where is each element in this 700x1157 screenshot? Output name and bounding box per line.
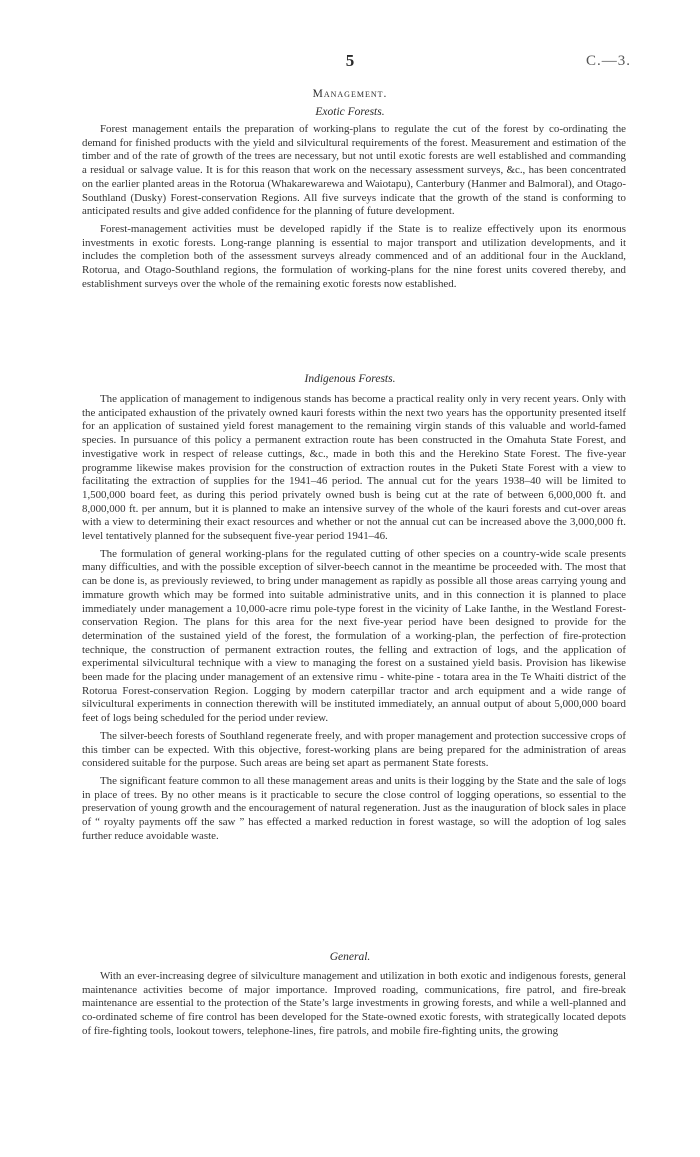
paragraph: Forest-management activities must be developed rapidly if the State is to realize effectively upon its enormous investments in exotic forests. Long-range planning is essential to major transport and utilization developments, and it includes the completion both of the assessment surveys already commenced and of an additional four in the Auckland, Rotorua, and Otago-Southland regions, the formulation of working-plans for the nine forest units covered thereby, and establishment surveys over the whole of the remaining exotic forests now established. [82,222,626,290]
indigenous-forests-section [82,393,626,848]
subheading-exotic-forests: Exotic Forests. [315,106,385,118]
subheading-indigenous-forests: Indigenous Forests. [304,373,396,385]
paragraph: With an ever-increasing degree of silviculture management and utilization in both exotic and indigenous forests, general maintenance activities become of major importance. Improved roading, communications, fire patrol, and fire-break maintenance are essential to the protection of the State’s large investments in growing forests, and while a well-planned and co-ordinated scheme of fire control has been developed for the State-owned exotic forests, with strategically located depots of fire-fighting tools, lookout towers, telephone-lines, fire patrols, and mobile fire-fighting units, the growing [82,970,626,1037]
paragraph: The formulation of general working-plans for the regulated cutting of other species on a country-wide scale presents many difficulties, and with the possible exception of silver-beech cannot in the meantime be proceeded with. The most that can be done is, as previously reviewed, to bring under management as rapidly as possible all those areas carrying young and immature growth which may be formed into suitable administrative units, and in this connection it is planned to place immediately under management a 10,000-acre rimu pole-type forest in the vicinity of Lake Ianthe, in the Westland Forest-conservation Region. The plans for this area for the next five-year period have been designed to provide for the determination of the sustained yield of the forest, the formulation of a working-plan, the perfection of fire-protection technique, the construction of permanent extraction routes, the felling and extraction of logs, and the application of experimental silvicultural technique with a view to managing the forest on a sustained yield basis. Provision has likewise been made for the placing under management of an extensive rimu - white-pine - totara area in the Te Whaiti district of the Rotorua Forest-conservation Region. Logging by modern caterpillar tractor and arch equipment and a wide range of silvicultural experiments in connection therewith will be instituted immediately, an annual output of about 5,000,000 board feet of logs being scheduled for the period under review. [82,547,626,725]
exotic-forests-section [82,123,626,295]
section-heading-management: Management. [312,88,388,100]
paragraph: The silver-beech forests of Southland regenerate freely, and with proper management and protection successive crops of this timber can be expected. With this objective, forest-working plans are being prepared for the administration of areas considered suitable for the purpose. Such areas are being set apart as permanent State forests. [82,729,626,770]
paragraph: The application of management to indigenous stands has become a practical reality only in very recent years. Only with the anticipated exhaustion of the privately owned kauri forests within the next two years has the opportunity presented itself for an application of sustained yield forest management to the remaining virgin stands of this valuable and world-famed species. In pursuance of this policy a permanent extraction route has been constructed in the Omahuta State Forest, and investigative work in respect of release cuttings, &c., made in both this and the Herekino State Forest. The five-year programme likewise makes provision for the construction of extraction routes in the Puketi State Forest with a view to facilitating the extraction of supplies for the 1941–46 period. The annual cut for the years 1938–40 will be limited to 1,500,000 board feet, as during this period privately owned bush is being cut at the rate of between 6,000,000 ft. and 8,000,000 ft. per annum, but it is planned to make an intensive survey of the whole of the kauri forests and cut-over areas with a view to determining their exact resources and whether or not the annual cut can be increased above the 3,000,000 ft. level tentatively planned for the subsequent five-year period 1941–46. [82,393,626,543]
paragraph: The significant feature common to all these management areas and units is their logging by the State and the sale of logs in place of trees. By no other means is it practicable to secure the close control of logging operations, so essential to the preservation of young growth and the encouragement of natural regeneration. Just as the inauguration of block sales in place of “ royalty payments off the saw ” has effected a marked reduction in forest wastage, so will the adoption of log sales further reduce avoidable waste. [82,774,626,842]
page-number: 5 [345,51,355,70]
general-section [82,970,626,1043]
document-reference: C.—3. [586,53,632,69]
paragraph: Forest management entails the preparation of working-plans to regulate the cut of the forest by co-ordinating the demand for finished products with the yield and silvicultural requirements of the forest. Measurement and estimation of the timber and of the rate of growth of the trees are necessary, but not until exotic forests are well established and commanding a residual or salvage value. It is for this reason that work on the necessary assessment surveys, &c., has been concentrated on the earlier planted areas in the Rotorua (Whakarewarewa and Waiotapu), Canterbury (Hanmer and Balmoral), and Otago-Southland (Dusky) Forest-conservation Regions. All five surveys indicate that the growth of the stand is conforming to anticipated results and give added confidence for the planning of future development. [82,123,626,218]
subheading-general: General. [329,951,371,963]
